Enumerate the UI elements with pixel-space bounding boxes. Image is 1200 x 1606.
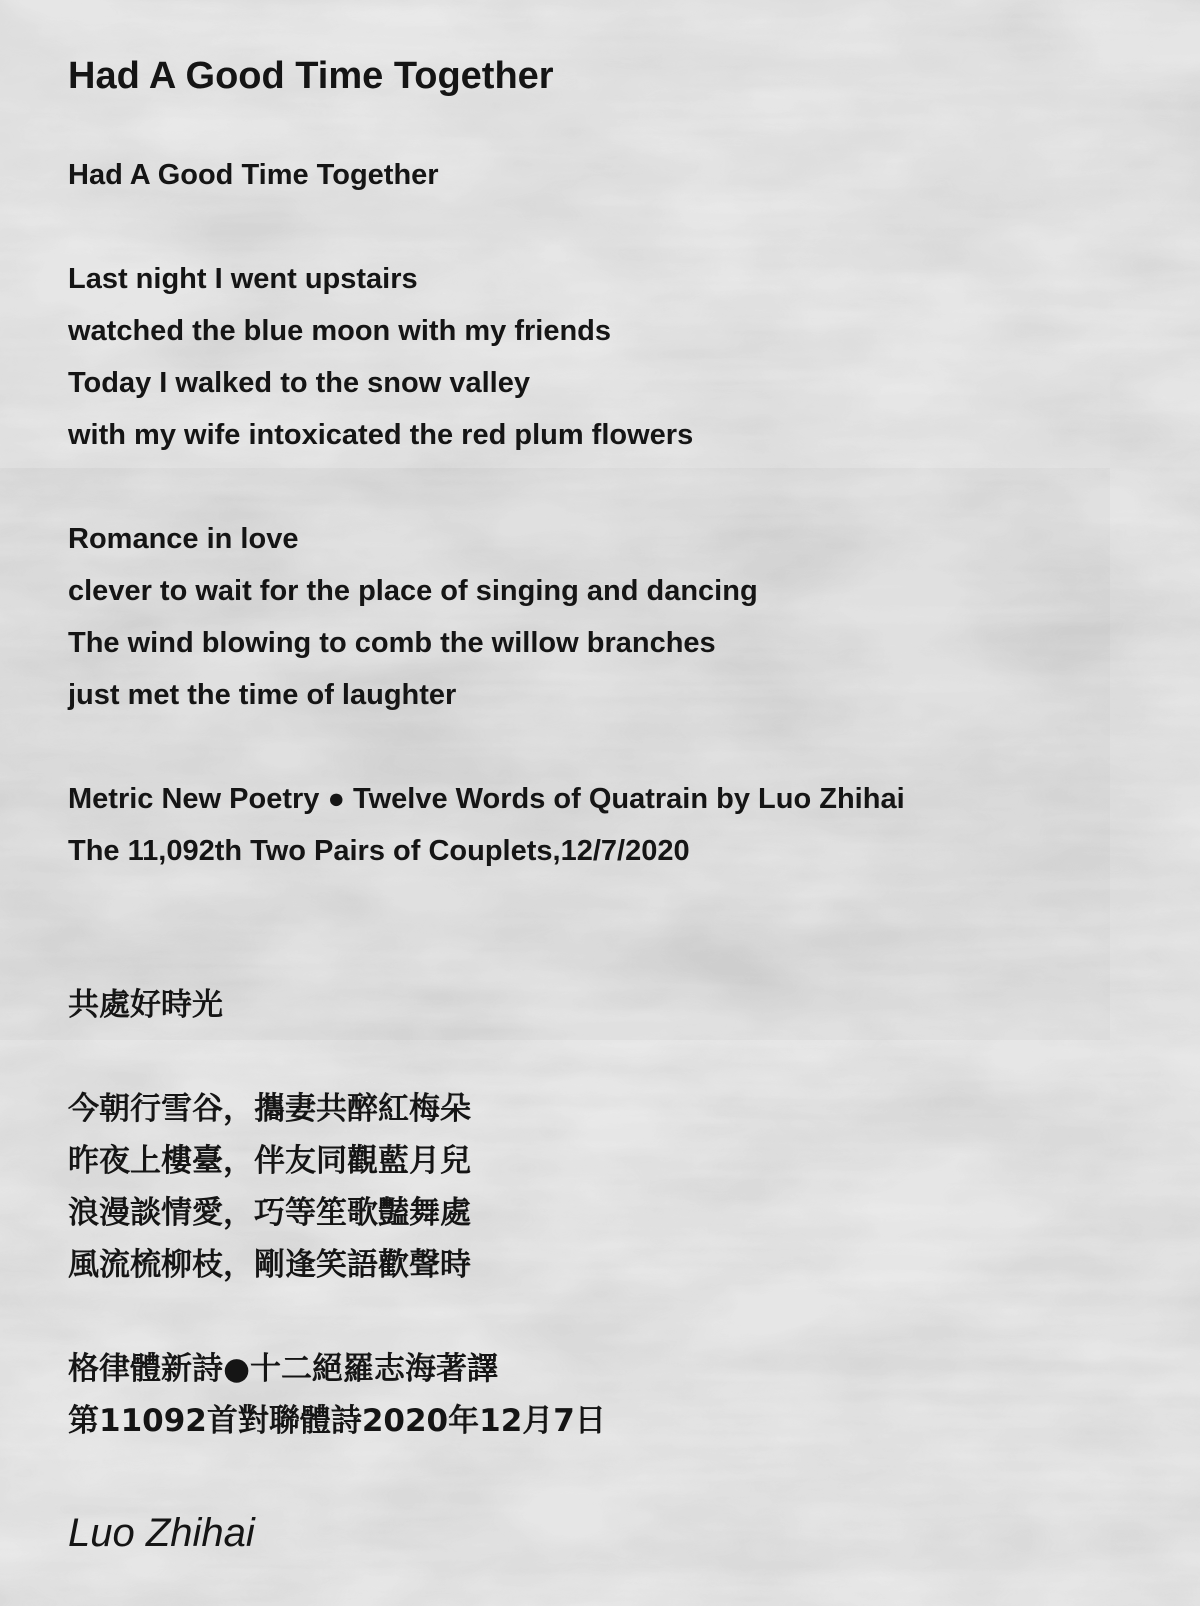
chinese-note: 第11092首對聯體詩2020年12月7日	[68, 1403, 606, 1439]
poem-line: Today I walked to the snow valley	[68, 367, 530, 399]
poem-line: clever to wait for the place of singing and dancing	[68, 575, 758, 607]
poem-line: watched the blue moon with my friends	[68, 315, 611, 347]
chinese-line: 浪漫談情愛，巧等笙歌豔舞處	[68, 1195, 471, 1231]
poem-line: Romance in love	[68, 523, 299, 555]
poem-line: just met the time of laughter	[68, 679, 457, 711]
author-name: Luo Zhihai	[68, 1511, 255, 1555]
poem-line: The wind blowing to comb the willow branches	[68, 627, 716, 659]
poem-title: Had A Good Time Together	[68, 55, 554, 97]
poem-note: Metric New Poetry ● Twelve Words of Quatrain by Luo Zhihai	[68, 783, 905, 815]
chinese-line: 昨夜上樓臺，伴友同觀藍月兒	[68, 1143, 471, 1179]
chinese-line: 風流梳柳枝，剛逢笑語歡聲時	[68, 1247, 471, 1283]
chinese-note: 格律體新詩●十二絕羅志海著譯	[68, 1351, 499, 1387]
chinese-title: 共處好時光	[68, 987, 223, 1023]
poem-line: Last night I went upstairs	[68, 263, 418, 295]
chinese-line: 今朝行雪谷，攜妻共醉紅梅朵	[68, 1091, 471, 1127]
poem-note: The 11,092th Two Pairs of Couplets,12/7/2020	[68, 835, 690, 867]
poem-line: with my wife intoxicated the red plum flowers	[68, 419, 694, 451]
poem-subtitle: Had A Good Time Together	[68, 159, 439, 191]
